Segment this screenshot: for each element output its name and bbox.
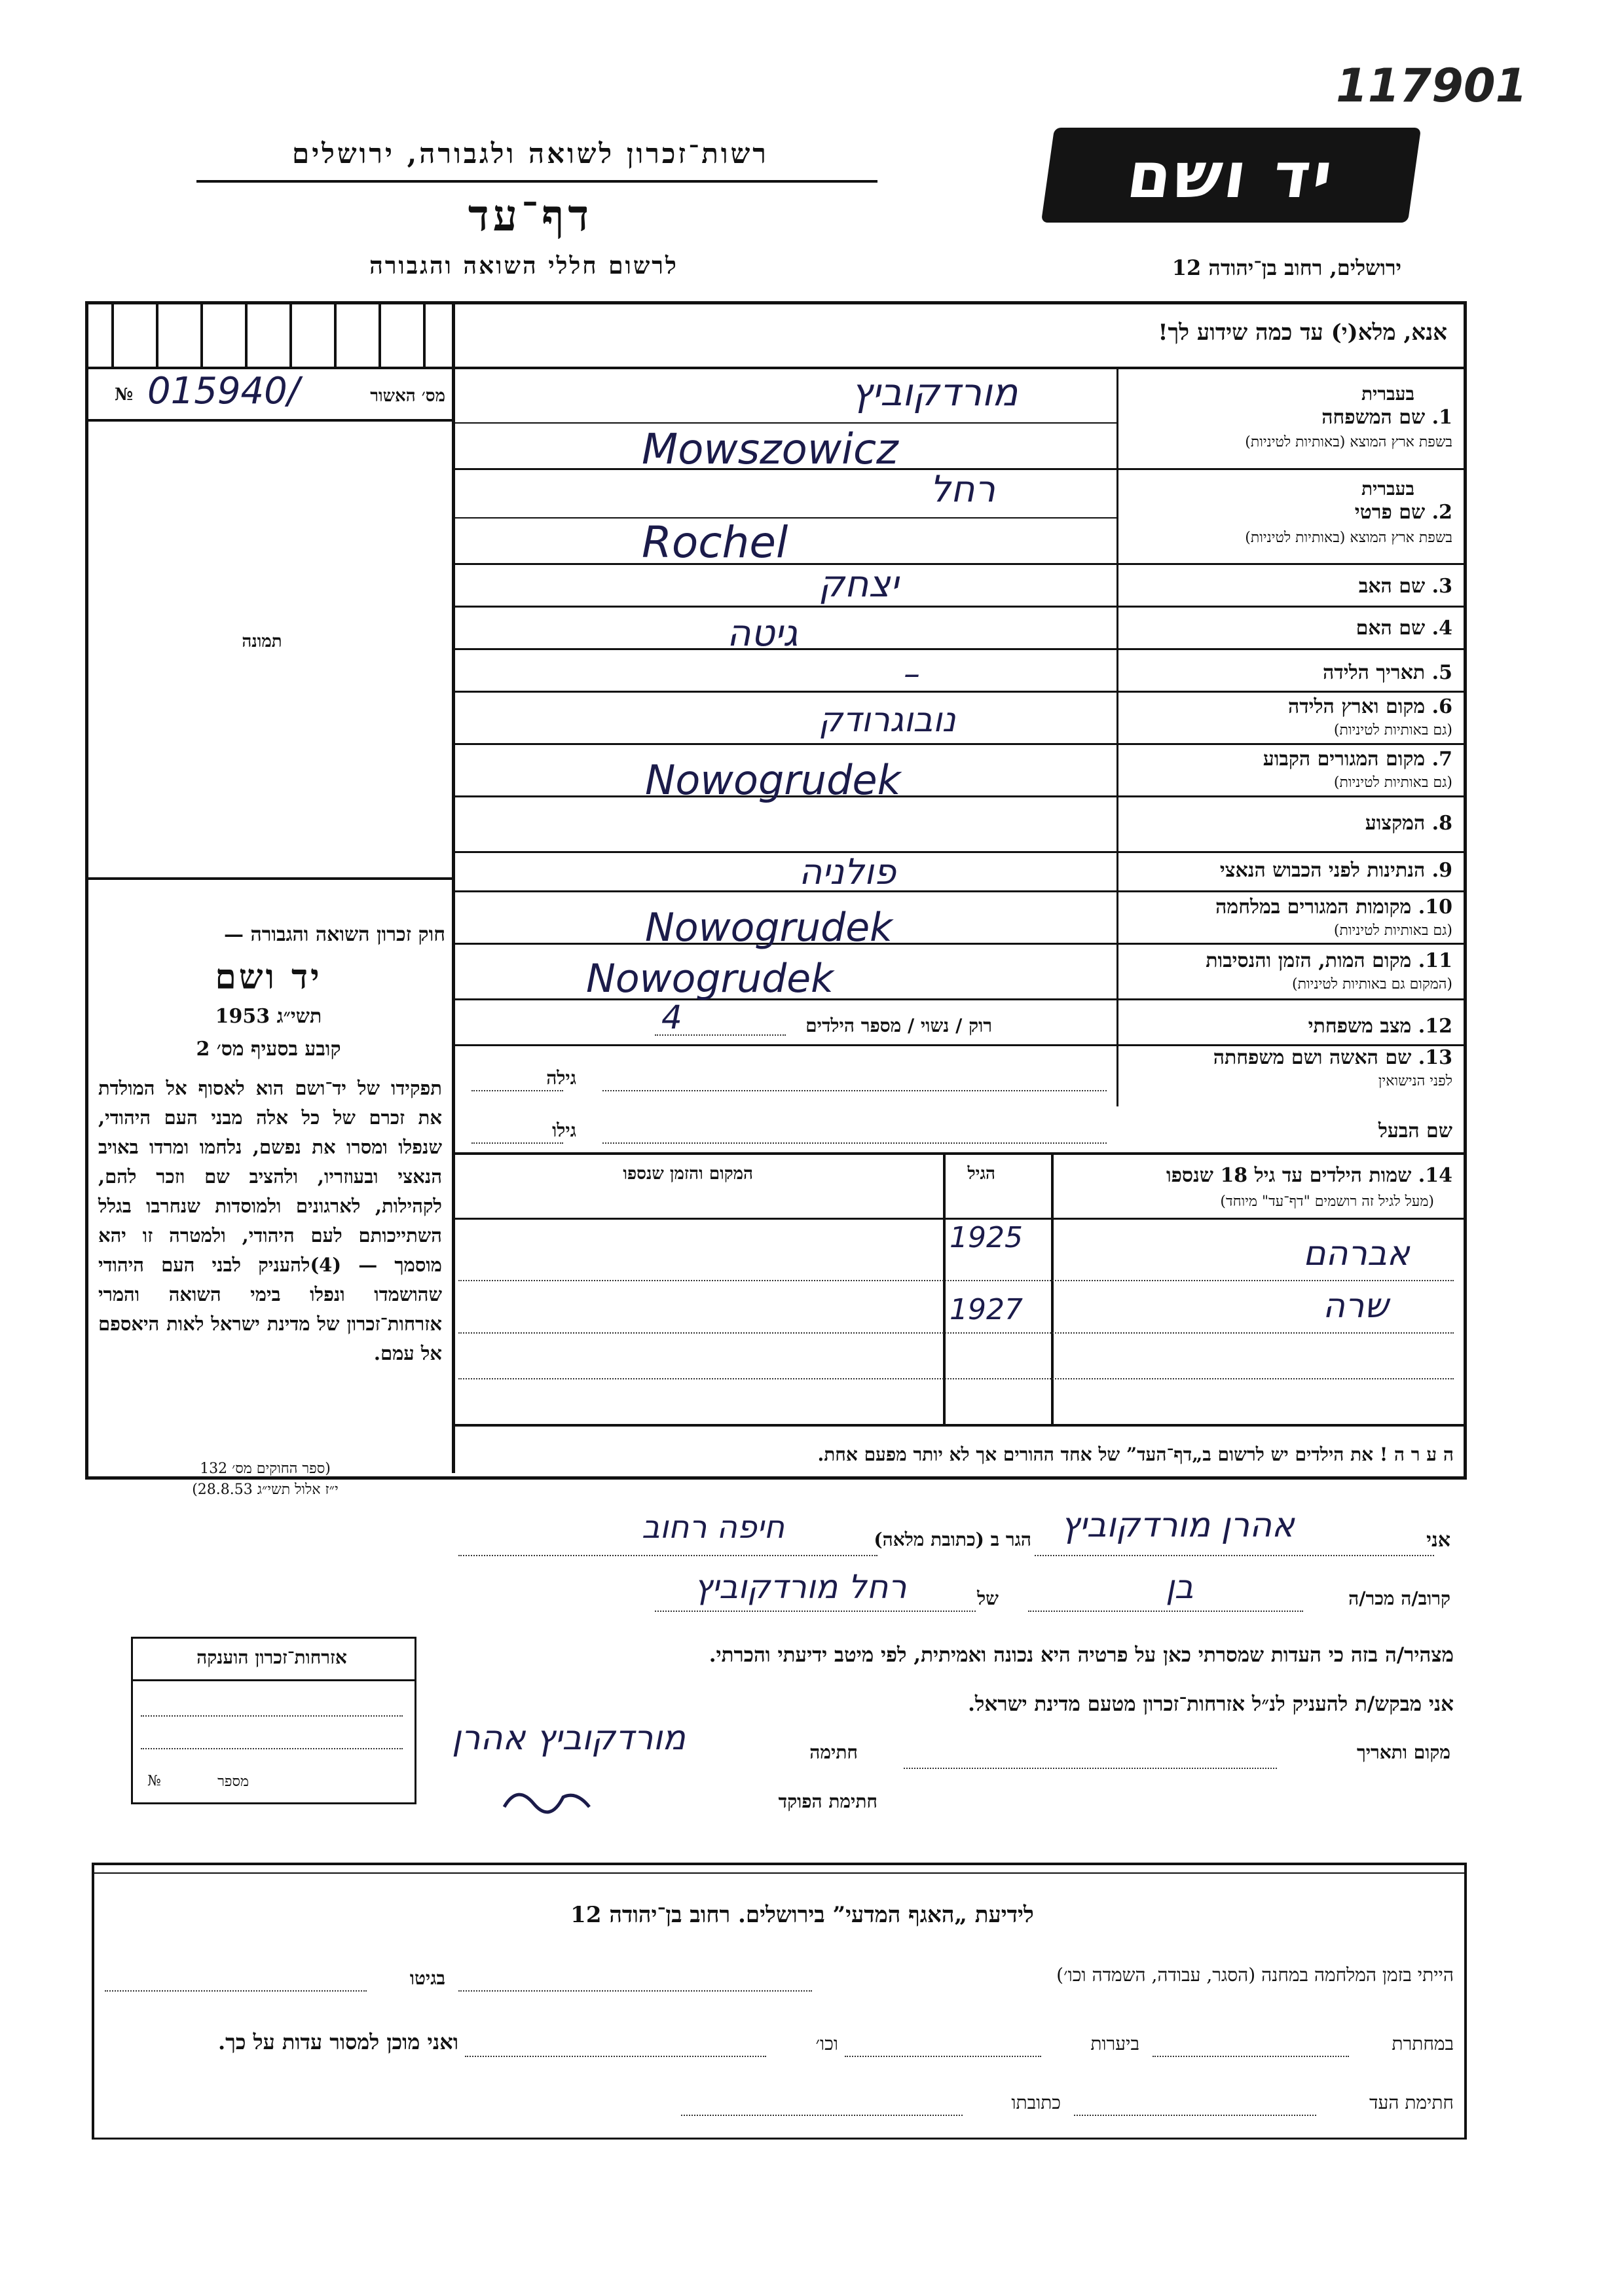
footer-left-border (92, 1863, 94, 2138)
field-3-value: יצחק (819, 563, 899, 606)
husband-age-dots (471, 1142, 563, 1144)
field-1-note: בשפת ארץ המוצא (באותיות לטיניות) (1245, 434, 1452, 450)
declaration-relation: בן (1166, 1568, 1194, 1606)
field-2-value-hebrew: רחל (930, 468, 996, 511)
field-11-value: Nowogrudek (586, 956, 834, 1002)
archive-number: 117901 (1336, 59, 1528, 113)
stub-ticks (111, 301, 426, 367)
field-3-label: 3. שם האב (1358, 575, 1452, 598)
field-13-age-label: גילה (546, 1067, 576, 1089)
field-13-note: לפני הנישואין (1378, 1073, 1452, 1089)
law-ref-1: (ספר החוקים מס׳ 132 (200, 1461, 331, 1477)
children-age-header: הגיל (967, 1164, 995, 1184)
field-2-bottom (455, 563, 1464, 565)
footer-line2-a: במחתרת (1392, 2033, 1454, 2054)
field-4-bottom (455, 648, 1464, 650)
children-top (455, 1152, 1464, 1155)
registration-underline (85, 419, 455, 422)
footer-line1-dots-b (105, 1990, 367, 1992)
footer-line2-c: וכו׳ (815, 2033, 838, 2054)
field-5-bottom (455, 691, 1464, 693)
stub-line (85, 367, 455, 369)
footer-line3-b: כתובתו (1011, 2092, 1061, 2113)
form-title: דף־עד (468, 190, 593, 241)
citizenship-number-label: מספר (217, 1774, 249, 1790)
registration-number: 015940/ (147, 370, 300, 412)
footer-title: לידיעת „האגף המדעי” בירושלים. רחוב בן־יהודה 12 (570, 1902, 1034, 1928)
field-9-value: פולניה (799, 851, 896, 892)
children-col-2 (1051, 1152, 1054, 1424)
field-2-hebrew-tag: בעברית (1361, 478, 1414, 500)
field-12-value: 4 (661, 998, 682, 1036)
law-text: תפקידו של יד־ושם הוא לאסוף אל המולדת את זכרם של כל אלה מבני העם היהודי, שנפלו ומסרו את נפשם, נלחמו ומרדו באויב הנאצי ובעוזריו, ולהציב שם וזכר להם, לקהילות, לארגונים ולמוסדות שנחרבו בגלל השתייכותם לעם היהודי, ולמטרה זו יהא מוסמך — (4)להעניק לבני העם היהודי שהושמדו ונפלו בימי השואה והמרי אזרחות־זכרון של מדינת ישראל לאות היאספם אל עמם. (98, 1077, 442, 1364)
left-column-divider (452, 301, 455, 1473)
note-top (455, 1424, 1464, 1427)
footer-line3-a: חתימת העד (1369, 2092, 1454, 2113)
husband-dots (602, 1142, 1107, 1144)
field-13-label: 13. שם האשה ושם משפחתה (1213, 1046, 1452, 1069)
law-year: תשי״ג 1953 (215, 1005, 322, 1028)
children-header: 14. שמות הילדים עד גיל 18 שנספו (1166, 1164, 1452, 1187)
field-13-age-dots (471, 1090, 563, 1091)
instruction-underline (452, 367, 1464, 369)
citizenship-number-prefix: № (147, 1773, 161, 1789)
declaration-resides-label: הגר ב (כתובת מלאה) (874, 1529, 1031, 1550)
field-12-label: 12. מצב משפחתי (1308, 1015, 1452, 1038)
footer-line2-b: ביערות (1090, 2033, 1139, 2054)
field-4-label: 4. שם האם (1356, 617, 1452, 640)
field-10-note: (גם באותיות לטיניות) (1333, 922, 1452, 939)
child-1-name: אברהם (1303, 1234, 1410, 1273)
child-2-age: 1927 (950, 1293, 1023, 1326)
place-date-dots (904, 1768, 1277, 1769)
field-8-label: 8. המקצוע (1365, 812, 1452, 835)
child-2-name: שרה (1323, 1286, 1389, 1326)
registration-prefix: № (115, 385, 134, 405)
footer-bottom-line (92, 2138, 1467, 2140)
field-7-label: 7. מקום המגורים הקבוע (1263, 748, 1452, 771)
declaration-address-dots (458, 1555, 877, 1556)
citizenship-title-line (133, 1679, 415, 1681)
signature-value: מורדקוביץ אהרן (452, 1719, 686, 1758)
note-text: ה ע ר ה ! את הילדים יש לרשום ב„דף־העד” של אחד ההורים אך לא יותר מפעם אחת. (817, 1444, 1454, 1465)
field-6-value: נובוגרודק (819, 701, 956, 740)
citizenship-line-2 (141, 1748, 403, 1749)
declaration-address: חיפה רחוב (642, 1509, 784, 1546)
citizenship-title: אזרחות־זכרון הוענקה (196, 1647, 347, 1668)
signature-label: חתימה (809, 1741, 858, 1763)
field-6-note: (גם באותיות לטיניות) (1333, 722, 1452, 738)
label-column-divider (1116, 367, 1118, 1106)
children-place-header: המקום והזמן שנספו (623, 1164, 753, 1184)
field-2-label: 2. שם פרטי (1354, 501, 1452, 524)
form-subtitle: לרשום חללי השואה והגבורה (369, 252, 678, 280)
field-10-value: Nowogrudek (645, 905, 893, 951)
officer-signature (498, 1777, 602, 1823)
field-2-value-latin: Rochel (642, 517, 788, 568)
declaration-of-value: רחל מורדקוביץ (694, 1568, 907, 1606)
footer-line2-d: ואני מוכן למסור עדות על כך. (217, 2030, 458, 2054)
field-11-label: 11. מקום המות, הזמן והנסיבות (1206, 949, 1452, 972)
footer-line2-dots-b (845, 2056, 1041, 2057)
field-7-value: Nowogrudek (645, 756, 901, 804)
field-1-hebrew-tag: בעברית (1361, 383, 1414, 405)
field-1-value-latin: Mowszowicz (642, 426, 898, 474)
declaration-of-dots (655, 1611, 976, 1612)
declaration-relative-label: קרוב/ה מכר/ה (1348, 1588, 1450, 1609)
field-4-value: גיטה (727, 612, 798, 655)
authority-title: רשות־זכרון לשואה ולגבורה, ירושלים (292, 137, 769, 170)
field-1-label: 1. שם המשפחה (1321, 406, 1452, 429)
children-header-note: (מעל לגיל זה רושמים "דף־עד" מיוחד) (1220, 1194, 1434, 1210)
declaration-i-label: אני (1426, 1529, 1450, 1552)
logo-text: יד ושם (1122, 138, 1340, 212)
declaration-request: אני מבקש/ת להעניק לנ״ל אזרחות־זכרון מטעם מדינת ישראל. (968, 1692, 1454, 1716)
footer-line3-dots-a (1074, 2115, 1316, 2116)
field-13-dots (602, 1090, 1107, 1091)
field-12-extra: רוק / נשוי / מספר הילדים (805, 1015, 992, 1036)
field-11-note: (המקום גם באותיות לטיניות) (1292, 976, 1452, 993)
field-2-note: בשפת ארץ המוצא (באותיות לטיניות) (1245, 530, 1452, 546)
authority-underline (196, 180, 877, 183)
husband-label: שם הבעל (1378, 1120, 1452, 1142)
declaration-name: אהרן מורדקוביץ (1061, 1506, 1295, 1545)
citizenship-line-1 (141, 1715, 403, 1717)
children-row-1-dots (458, 1280, 1454, 1281)
footer-line1-b: בגיטו (409, 1967, 445, 1989)
declaration-relation-dots (1028, 1611, 1303, 1612)
footer-line1-dots-a (458, 1990, 812, 1992)
law-title: חוק זכרון השואה והגבורה — (224, 923, 445, 946)
children-row-3-dots (458, 1378, 1454, 1379)
officer-label: חתימת הפוקד (778, 1791, 877, 1812)
field-7-note: (גם באותיות לטיניות) (1333, 774, 1452, 791)
photo-label: תמונה (242, 632, 282, 651)
declaration-text: מצהיר/ה בזה כי העדות שמסרתי כאן על פרטיה היא נכונה ואמיתית, לפי מיטב ידיעתי והכרתי. (709, 1643, 1454, 1667)
footer-line2-dots-a (1153, 2056, 1349, 2057)
field-1-mid-line (455, 422, 1116, 424)
footer-line1-a: הייתי בזמן המלחמה במחנה (הסגר, עבודה, השמדה וכו׳) (1056, 1964, 1454, 1986)
field-10-label: 10. מקומות המגורים במלחמה (1215, 896, 1452, 919)
husband-age-label: גילו (552, 1120, 576, 1141)
children-row-2-dots (458, 1332, 1454, 1334)
header-address: ירושלים, רחוב בן־יהודה 12 (1172, 255, 1401, 280)
field-7-bottom (455, 795, 1464, 797)
child-1-age: 1925 (950, 1221, 1023, 1254)
footer-right-border (1464, 1863, 1467, 2138)
place-date-label: מקום ותאריך (1356, 1741, 1450, 1763)
field-5-value: – (904, 655, 920, 693)
photo-bottom-line (85, 877, 455, 880)
footer-line3-dots-b (681, 2115, 963, 2116)
yad-vashem-logo (1041, 128, 1421, 223)
footer-line2-dots-c (465, 2056, 766, 2057)
children-header-bottom (455, 1218, 1464, 1220)
registration-label: מס׳ האשור (370, 386, 445, 406)
field-6-label: 6. מקום וארץ הלידה (1287, 695, 1452, 718)
declaration-name-dots (1035, 1555, 1434, 1556)
field-6-bottom (455, 743, 1464, 745)
field-9-bottom (455, 890, 1464, 892)
field-10-bottom (455, 943, 1464, 945)
law-ref-2: י״ז אלול תשי״ג 28.8.53) (192, 1482, 339, 1498)
field-9-label: 9. הנתינות לפני הכבוש הנאצי (1219, 859, 1452, 882)
footer-top-line-2 (92, 1872, 1467, 1874)
instruction-text: אנא, מלא(י) עד כמה שידוע לך! (1158, 319, 1447, 346)
children-col-1 (943, 1152, 946, 1424)
law-name: יד ושם (215, 957, 322, 997)
field-1-value-hebrew: מורדקוביץ (851, 370, 1018, 414)
footer-top-line (92, 1863, 1467, 1865)
law-clause: קובע בסעיף מס׳ 2 (196, 1038, 341, 1061)
field-3-bottom (455, 606, 1464, 608)
field-8-bottom (455, 851, 1464, 853)
field-5-label: 5. תאריך הלידה (1323, 661, 1452, 684)
declaration-of-label: של (977, 1588, 999, 1609)
